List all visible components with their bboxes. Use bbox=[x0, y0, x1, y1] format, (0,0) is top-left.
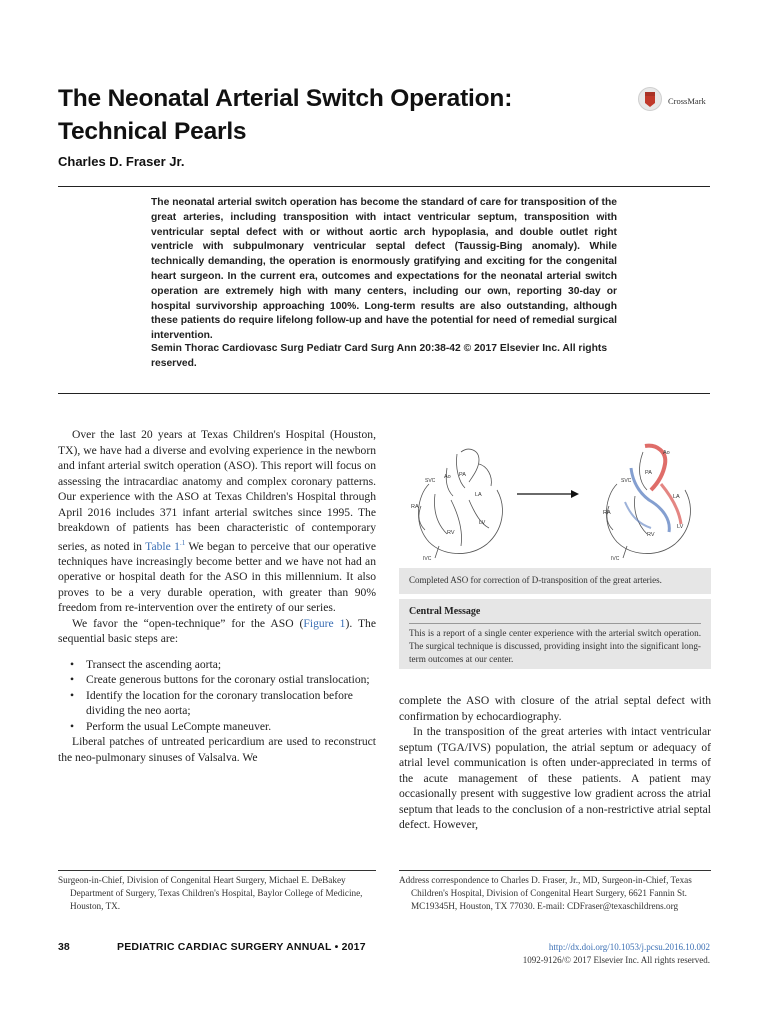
label-ra-before: RA bbox=[411, 504, 419, 510]
footnote-divider-right bbox=[399, 870, 711, 871]
label-rv-before: RV bbox=[447, 530, 455, 536]
bullet-icon: • bbox=[70, 657, 75, 671]
figure-1 bbox=[399, 424, 711, 570]
steps-list bbox=[58, 657, 376, 735]
neo-pulmonary-vessel bbox=[631, 468, 669, 532]
label-pa-after: PA bbox=[645, 470, 652, 476]
label-ra-after: RA bbox=[603, 510, 611, 516]
copyright: 1092-9126/© 2017 Elsevier Inc. All rights reserved. bbox=[522, 955, 710, 965]
footnote-divider-left bbox=[58, 870, 376, 871]
central-message-text: This is a report of a single center experience with the arterial switch operation. The surgical technique is discussed, providing insight into the significant long-term outcomes at our center. bbox=[409, 628, 701, 664]
reference-1-link[interactable]: .1 bbox=[179, 538, 186, 547]
bullet-icon: • bbox=[70, 673, 75, 687]
label-ao-after: Ao bbox=[663, 450, 670, 456]
body-right-column bbox=[399, 693, 711, 833]
list-item: • Perform the usual LeCompte maneuver. bbox=[70, 719, 272, 733]
central-message-title: Central Message bbox=[409, 606, 481, 617]
correspondence-footnote: Address correspondence to Charles D. Fraser, Jr., MD, Surgeon-in-Chief, Texas Children's Hospital, Division of Congenital Heart Surgery, 6621 Fannin St. MC19345H, Houston, TX 77030. E-mail: CDFraser@texaschildrens.org bbox=[399, 875, 692, 911]
article-title bbox=[58, 82, 578, 148]
page-number: 38 bbox=[58, 941, 70, 953]
label-pa-before: PA bbox=[459, 472, 466, 478]
heart-after bbox=[606, 452, 690, 558]
title-line-2: Technical Pearls bbox=[58, 118, 247, 145]
list-item: • Identify the location for the coronary translocation before dividing the neo aorta; bbox=[70, 688, 353, 718]
figure-caption-text: Completed ASO for correction of D-transposition of the great arteries. bbox=[409, 575, 662, 585]
label-svc-before: SVC bbox=[425, 478, 436, 484]
heart-before bbox=[418, 449, 502, 558]
label-ao-before: Ao bbox=[444, 474, 451, 480]
bullet-icon: • bbox=[70, 688, 75, 702]
label-la-before: LA bbox=[475, 492, 482, 498]
figure-1-link[interactable]: Figure 1 bbox=[303, 616, 346, 630]
list-item: • Create generous buttons for the coronary ostial translocation; bbox=[70, 673, 370, 687]
title-line-1: The Neonatal Arterial Switch Operation: bbox=[58, 85, 513, 112]
label-rv-after: RV bbox=[647, 532, 655, 538]
label-lv-after: LV bbox=[677, 524, 684, 530]
affiliation-footnote: Surgeon-in-Chief, Division of Congenital Heart Surgery, Michael E. DeBakey Department of Surgery, Texas Children's Hospital, Baylor College of Medicine, Houston, TX. bbox=[58, 875, 363, 911]
crossmark-label: CrossMark bbox=[668, 96, 706, 106]
arrow-right-icon bbox=[571, 490, 579, 498]
author: Charles D. Fraser Jr. bbox=[58, 154, 185, 169]
doi-link[interactable]: http://dx.doi.org/10.1053/j.pcsu.2016.10.002 bbox=[548, 942, 710, 952]
citation: Semin Thorac Cardiovasc Surg Pediatr Card Surg Ann 20:38-42 © 2017 Elsevier Inc. All rights reserved. bbox=[151, 343, 608, 369]
label-ivc-after: IVC bbox=[611, 556, 620, 562]
journal-name: PEDIATRIC CARDIAC SURGERY ANNUAL • 2017 bbox=[117, 941, 366, 953]
arterial-flow bbox=[661, 484, 681, 524]
divider-top bbox=[58, 186, 710, 187]
body-left-column bbox=[58, 427, 376, 765]
label-ivc-before: IVC bbox=[423, 556, 432, 562]
figure-caption bbox=[399, 568, 711, 594]
paragraph: Over the last 20 years at Texas Children's Hospital (Houston, TX), we have had a diverse and evolving experience in the newborn and infant arterial switch operation (ASO). This report will focus on assessing the intracardiac anatomy and complex coronary patterns. Our experience with the ASO at Texas Children's Hospital through April 2016 includes 371 infant arterial switches since 1995. The breakdown of patients has been characteristic of contemporary series, as noted in Table $1^{.1}$ We began to perceive that our operative techniques have increasingly become better and we have not had an operative or hospital death for the ASO in this millennium. It also proves to be a very durable operation, with greater than 90% freedom from re-intervention over the entirety of our series. bbox=[58, 428, 376, 615]
list-item: • Transect the ascending aorta; bbox=[70, 657, 222, 671]
divider-abstract bbox=[58, 393, 710, 394]
abstract: The neonatal arterial switch operation has become the standard of care for transposition of the great arteries, including transposition with intact ventricular septum, transposition with ventricular septal defect with or without aortic arch hypoplasia, and double outlet right ventricle with subpulmonary ventricular septal defect (Taussig-Bing anomaly). While technically demanding, the operation is enormously gratifying and exciting for the congenital heart surgeon. In the current era, outcomes and expectations for the neonatal arterial switch operation are extremely high with many centers, including our own, reporting 30-day or hospital survivorship approaching 100%. Long-term results are also outstanding, although these patients do require lifelong follow-up and have the potential for need of remedial surgical intervention. bbox=[151, 197, 617, 342]
paragraph: complete the ASO with closure of the atrial septal defect with confirmation by echocardiography. bbox=[399, 694, 711, 723]
table-1-link[interactable]: Table 1 bbox=[145, 539, 180, 553]
label-la-after: LA bbox=[673, 494, 680, 500]
label-svc-after: SVC bbox=[621, 478, 632, 484]
paragraph: In the transposition of the great arteries with intact ventricular septum (TGA/IVS) population, the atrial septum or adequacy of atrial level communication is often under-appreciated in terms of the acute management of these patients. A patient may occasionally present with suggestive low gradient across the atrial septum that leads to the conclusion of a non-restrictive atrial septal defect. However, bbox=[399, 725, 711, 831]
venous-flow bbox=[625, 502, 651, 528]
central-message-divider bbox=[409, 623, 701, 624]
paragraph: Liberal patches of untreated pericardium are used to reconstruct the neo-pulmonary sinuses of Valsalva. We bbox=[58, 735, 376, 764]
label-lv-before: LV bbox=[479, 520, 486, 526]
central-message-box bbox=[399, 599, 711, 669]
heart-diagram bbox=[399, 424, 711, 570]
bullet-icon: • bbox=[70, 719, 75, 733]
paragraph: We favor the “open-technique” for the ASO (Figure 1). The sequential basic steps are: bbox=[58, 616, 376, 646]
